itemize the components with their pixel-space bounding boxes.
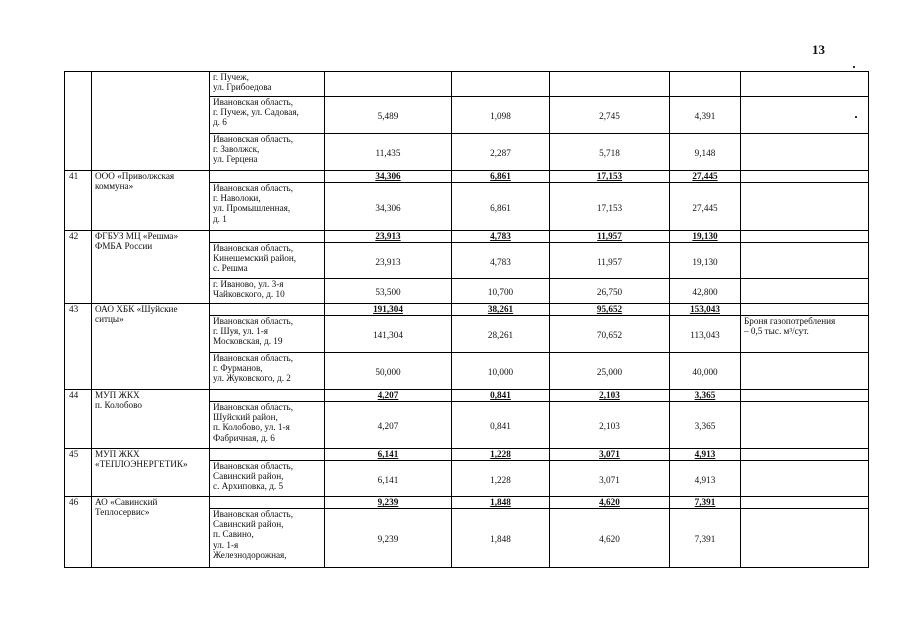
total-value-cell: 0,841 — [452, 390, 550, 402]
address-cell: г. Пучеж, ул. Грибоедова — [210, 72, 325, 97]
value-cell: 50,000 — [325, 353, 452, 390]
total-value-cell: 3,365 — [670, 390, 741, 402]
value-cell: 2,103 — [550, 402, 670, 449]
note-cell — [741, 304, 869, 316]
value-cell: 26,750 — [550, 279, 670, 304]
total-value-cell: 6,861 — [452, 171, 550, 183]
value-cell — [550, 72, 670, 97]
address-cell: Ивановская область, г. Пучеж, ул. Садовая, д. 6 — [210, 97, 325, 134]
value-cell: 53,500 — [325, 279, 452, 304]
total-value-cell: 9,239 — [325, 497, 452, 509]
value-cell: 113,043 — [670, 316, 741, 353]
organization-name: ООО «Приволжская коммуна» — [92, 171, 210, 231]
page-number: 13 — [812, 42, 825, 57]
address-cell: Ивановская область, Кинешемский район, с. Решма — [210, 243, 325, 279]
note-cell — [741, 353, 869, 390]
total-value-cell: 11,957 — [550, 231, 670, 243]
note-cell — [741, 449, 869, 461]
address-cell: Ивановская область, г. Фурманов, ул. Жуковского, д. 2 — [210, 353, 325, 390]
value-cell: 25,000 — [550, 353, 670, 390]
address-cell — [210, 497, 325, 509]
total-value-cell: 4,913 — [670, 449, 741, 461]
value-cell: 9,239 — [325, 509, 452, 568]
value-cell — [670, 72, 741, 97]
total-value-cell: 95,652 — [550, 304, 670, 316]
total-value-cell: 3,071 — [550, 449, 670, 461]
row-number: 43 — [65, 304, 92, 390]
note-cell — [741, 509, 869, 568]
value-cell: 10,700 — [452, 279, 550, 304]
table-row-summary — [65, 390, 869, 402]
value-cell: 17,153 — [550, 183, 670, 231]
note-cell — [741, 243, 869, 279]
address-cell — [210, 304, 325, 316]
value-cell: 3,071 — [550, 461, 670, 497]
value-cell — [452, 72, 550, 97]
value-cell: 11,957 — [550, 243, 670, 279]
organization-name: МУП ЖКХ «ТЕПЛОЭНЕРГЕТИК» — [92, 449, 210, 497]
value-cell: 0,841 — [452, 402, 550, 449]
note-cell — [741, 390, 869, 402]
value-cell: 11,435 — [325, 134, 452, 171]
table-row-summary — [65, 449, 869, 461]
row-number: 42 — [65, 231, 92, 304]
value-cell — [325, 72, 452, 97]
row-number: 45 — [65, 449, 92, 497]
note-cell — [741, 171, 869, 183]
address-cell: Ивановская область, Савинский район, п. Савино, ул. 1-я Железнодорожная, — [210, 509, 325, 568]
table-row-summary — [65, 497, 869, 509]
row-number: 44 — [65, 390, 92, 449]
note-cell — [741, 231, 869, 243]
note-cell — [741, 402, 869, 449]
value-cell: 10,000 — [452, 353, 550, 390]
note-cell — [741, 497, 869, 509]
total-value-cell: 4,620 — [550, 497, 670, 509]
value-cell: 5,718 — [550, 134, 670, 171]
value-cell: 7,391 — [670, 509, 741, 568]
value-cell: 23,913 — [325, 243, 452, 279]
value-cell: 1,228 — [452, 461, 550, 497]
value-cell: 4,620 — [550, 509, 670, 568]
total-value-cell: 34,306 — [325, 171, 452, 183]
value-cell: 4,783 — [452, 243, 550, 279]
total-value-cell: 23,913 — [325, 231, 452, 243]
address-cell: Ивановская область, г. Шуя, ул. 1-я Московская, д. 19 — [210, 316, 325, 353]
organization-name: МУП ЖКХ п. Колобово — [92, 390, 210, 449]
total-value-cell: 153,043 — [670, 304, 741, 316]
value-cell: 19,130 — [670, 243, 741, 279]
note-cell — [741, 72, 869, 97]
scan-speck — [853, 66, 855, 68]
address-cell — [210, 390, 325, 402]
total-value-cell: 17,153 — [550, 171, 670, 183]
row-number — [65, 72, 92, 171]
address-cell: Ивановская область, г. Наволоки, ул. Промышленная, д. 1 — [210, 183, 325, 231]
value-cell: 6,141 — [325, 461, 452, 497]
value-cell: 4,913 — [670, 461, 741, 497]
gas-reservation-note: Броня газопотребления – 0,5 тыс. м³/сут. — [741, 316, 869, 353]
total-value-cell: 2,103 — [550, 390, 670, 402]
table-row-summary — [65, 304, 869, 316]
total-value-cell: 6,141 — [325, 449, 452, 461]
total-value-cell: 38,261 — [452, 304, 550, 316]
total-value-cell: 191,304 — [325, 304, 452, 316]
note-cell — [741, 134, 869, 171]
address-cell: Ивановская область, Савинский район, с. Архиповка, д. 5 — [210, 461, 325, 497]
value-cell: 27,445 — [670, 183, 741, 231]
address-cell — [210, 449, 325, 461]
row-number: 41 — [65, 171, 92, 231]
organization-name — [92, 72, 210, 171]
value-cell: 141,304 — [325, 316, 452, 353]
total-value-cell: 27,445 — [670, 171, 741, 183]
address-cell: Ивановская область, Шуйский район, п. Колобово, ул. 1-я Фабричная, д. 6 — [210, 402, 325, 449]
value-cell: 1,848 — [452, 509, 550, 568]
organization-name: ОАО ХБК «Шуйские ситцы» — [92, 304, 210, 390]
address-cell: г. Иваново, ул. 3-я Чайковского, д. 10 — [210, 279, 325, 304]
organization-name: АО «Савинский Теплосервис» — [92, 497, 210, 568]
total-value-cell: 1,228 — [452, 449, 550, 461]
value-cell: 3,365 — [670, 402, 741, 449]
value-cell: 42,800 — [670, 279, 741, 304]
value-cell: 2,745 — [550, 97, 670, 134]
note-cell — [741, 461, 869, 497]
total-value-cell: 4,207 — [325, 390, 452, 402]
value-cell: 40,000 — [670, 353, 741, 390]
address-cell — [210, 171, 325, 183]
value-cell: 5,489 — [325, 97, 452, 134]
value-cell: 2,287 — [452, 134, 550, 171]
row-number: 46 — [65, 497, 92, 568]
gas-consumption-table — [64, 71, 869, 568]
address-cell: Ивановская область, г. Заволжск, ул. Герцена — [210, 134, 325, 171]
value-cell: 1,098 — [452, 97, 550, 134]
value-cell: 4,207 — [325, 402, 452, 449]
total-value-cell: 4,783 — [452, 231, 550, 243]
note-cell — [741, 279, 869, 304]
value-cell: 4,391 — [670, 97, 741, 134]
note-cell — [741, 183, 869, 231]
value-cell: 70,652 — [550, 316, 670, 353]
total-value-cell: 1,848 — [452, 497, 550, 509]
table-row-summary — [65, 171, 869, 183]
total-value-cell: 7,391 — [670, 497, 741, 509]
value-cell: 34,306 — [325, 183, 452, 231]
value-cell: 9,148 — [670, 134, 741, 171]
table-row — [65, 72, 869, 97]
total-value-cell: 19,130 — [670, 231, 741, 243]
table-row-summary — [65, 231, 869, 243]
organization-name: ФГБУЗ МЦ «Решма» ФМБА России — [92, 231, 210, 304]
value-cell: 28,261 — [452, 316, 550, 353]
value-cell: 6,861 — [452, 183, 550, 231]
note-cell — [741, 97, 869, 134]
address-cell — [210, 231, 325, 243]
